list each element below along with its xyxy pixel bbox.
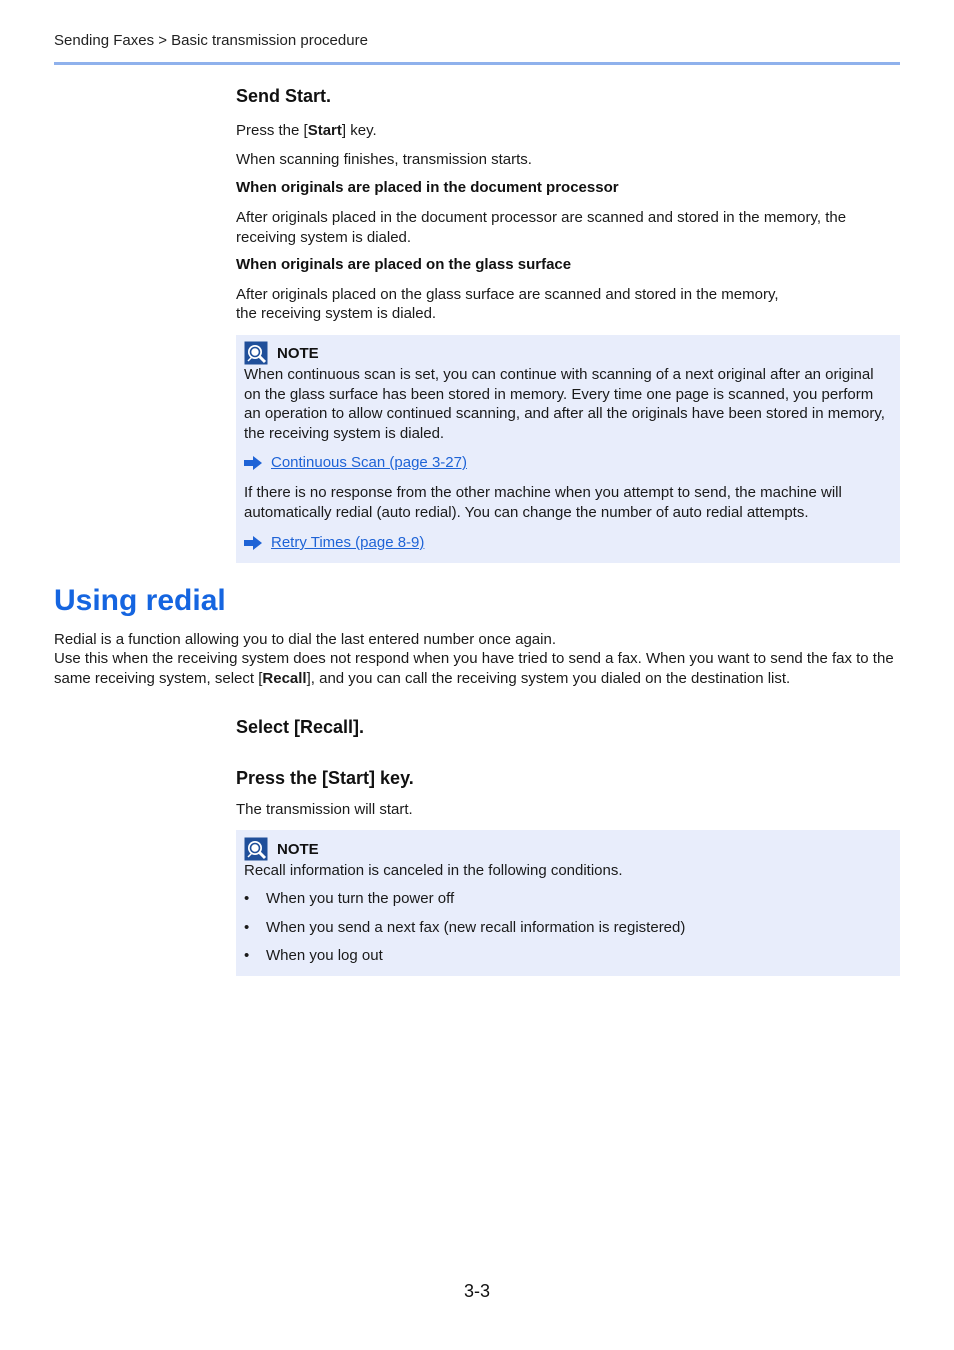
bullet-icon: • [244, 947, 250, 964]
list-item [244, 890, 454, 907]
bullet-icon: • [244, 919, 250, 936]
list-item [244, 919, 685, 936]
page-number: 3-3 [463, 1281, 490, 1301]
press-start-pre: Press the [ [236, 122, 308, 139]
glass-surface-line2: the receiving system is dialed. [236, 305, 437, 322]
note-header-1 [244, 341, 319, 365]
breadcrumb: Sending Faxes > Basic transmission procedure [54, 32, 368, 49]
note2-intro: Recall information is canceled in the following conditions. [244, 862, 623, 879]
doc-processor-heading: When originals are placed in the document processor [236, 179, 619, 196]
link-row-retry-times [244, 534, 424, 551]
note-label-1: NOTE [277, 344, 319, 362]
redial-line2-pre: Use this when the receiving system does not respond when you have tried to send a fax. When you want to send the fax to the same receiving system, select [ [54, 650, 894, 687]
step-press-start: Press the [Start] key. [236, 768, 414, 788]
redial-line2-post: ], and you can call the receiving system you dialed on the destination list. [306, 669, 791, 687]
note1-paragraph-2: If there is no response from the other machine when you attempt to send, the machine will automatically redial (auto redial). You can change the number of auto redial attempts. [244, 484, 842, 521]
arrow-right-icon [244, 456, 262, 470]
list-item-text: When you log out [266, 947, 383, 964]
step-send-start-title: Send Start. [236, 86, 332, 106]
list-item-text: When you turn the power off [266, 890, 455, 907]
list-item-text: When you send a next fax (new recall information is registered) [266, 919, 686, 936]
note-icon [244, 341, 268, 365]
header-rule [54, 62, 900, 65]
redial-intro-line2 [54, 649, 900, 688]
section-title-using-redial: Using redial [54, 584, 226, 617]
link-row-continuous-scan [244, 454, 467, 471]
bullet-icon: • [244, 890, 250, 907]
link-retry-times[interactable]: Retry Times (page 8-9) [271, 534, 425, 551]
redial-intro-line1: Redial is a function allowing you to dial the last entered number once again. [54, 631, 556, 648]
glass-surface-heading: When originals are placed on the glass surface [236, 256, 572, 273]
recall-key-label: Recall [262, 669, 307, 687]
note1-paragraph-1: When continuous scan is set, you can continue with scanning of a next original after an original on the glass surface has been stored in memory. Every time one page is scanned, you perform an operation to allow continued scanning, and after all the originals have been stored in memory, the receiving system is dialed. [244, 366, 885, 442]
step-select-recall: Select [Recall]. [236, 717, 365, 737]
note-label-2: NOTE [277, 840, 319, 858]
start-key-label: Start [307, 122, 342, 139]
note-header-2 [244, 837, 319, 861]
press-start-text [236, 121, 900, 141]
press-start-post: ] key. [341, 122, 377, 139]
note-icon [244, 837, 268, 861]
link-continuous-scan[interactable]: Continuous Scan (page 3-27) [271, 454, 467, 471]
scan-finish-text: When scanning finishes, transmission starts. [236, 151, 532, 168]
glass-surface-line1: After originals placed on the glass surface are scanned and stored in the memory, [236, 286, 779, 303]
arrow-right-icon [244, 536, 262, 550]
list-item [244, 947, 383, 964]
doc-processor-text: After originals placed in the document processor are scanned and stored in the memory, the receiving system is dialed. [236, 209, 847, 246]
transmission-start-text: The transmission will start. [236, 801, 413, 818]
